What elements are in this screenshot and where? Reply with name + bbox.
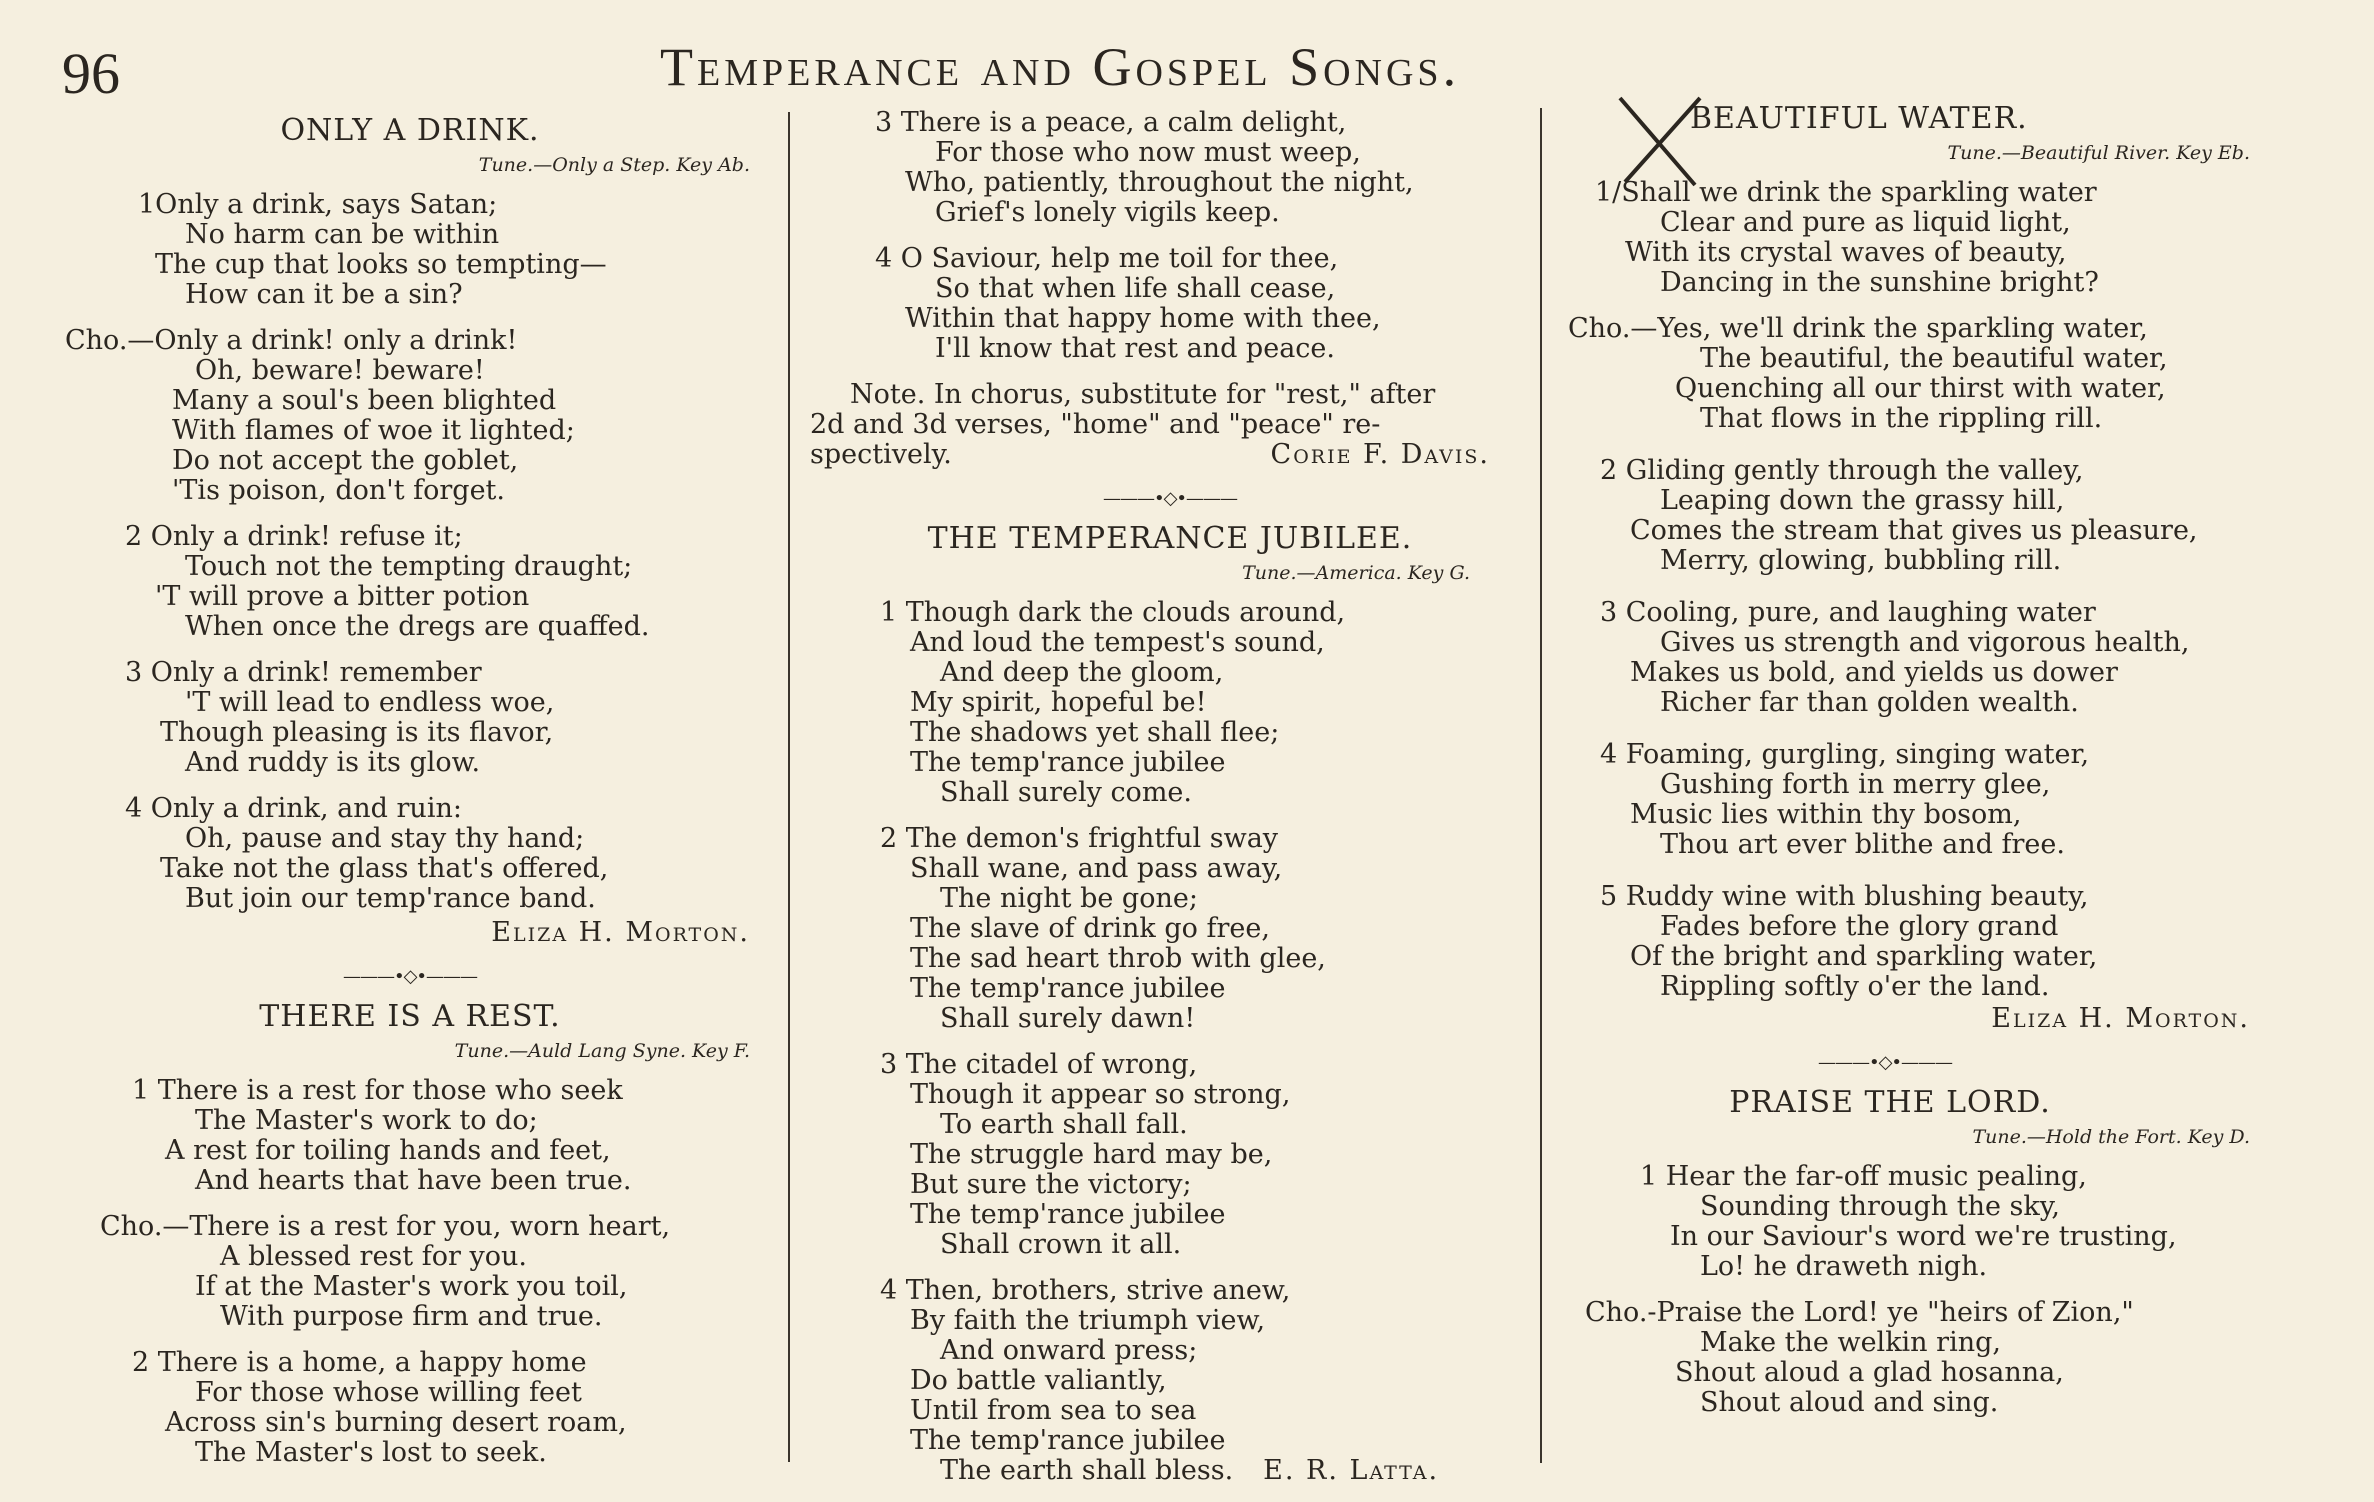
verse-line: A rest for toiling hands and feet,: [165, 1135, 611, 1166]
note-text: spectively.: [810, 439, 952, 470]
verse-line: Gushing forth in merry glee,: [1660, 769, 2051, 800]
verse-line: 1 Hear the far-off music pealing,: [1640, 1161, 2087, 1192]
verse-line: Shout aloud a glad hosanna,: [1675, 1357, 2064, 1388]
verse: [810, 1276, 1530, 1486]
verse-line: Merry, glowing, bubbling rill.: [1660, 545, 2062, 576]
verse-line: 2 Gliding gently through the valley,: [1600, 455, 2084, 486]
verse-line: Shout aloud and sing.: [1700, 1387, 1999, 1418]
verse-line: 4 Then, brothers, strive anew,: [880, 1275, 1291, 1306]
verse-line: Grief's lonely vigils keep.: [935, 197, 1280, 228]
verse: [60, 794, 760, 914]
chorus: [1560, 1298, 2260, 1418]
verse-line: By faith the triumph view,: [910, 1305, 1266, 1336]
column-rule-right: [1540, 108, 1542, 1463]
verse-line: 3 Cooling, pure, and laughing water: [1600, 597, 2096, 628]
verse: [60, 190, 760, 310]
verse-line: Makes us bold, and yields us dower: [1630, 657, 2118, 688]
verse-line: Music lies within thy bosom,: [1630, 799, 2022, 830]
verse-line: Oh, beware! beware!: [195, 355, 485, 386]
verse: [810, 824, 1530, 1034]
verse-line: The slave of drink go free,: [910, 913, 1270, 944]
song-title: THERE IS A REST.: [259, 999, 561, 1034]
verse-line: 4 Only a drink, and ruin:: [125, 793, 462, 824]
verse-line: 1 There is a rest for those who seek: [132, 1075, 623, 1106]
note-line: Note. In chorus, substitute for "rest," after: [850, 379, 1436, 410]
verse-line: 5 Ruddy wine with blushing beauty,: [1600, 881, 2089, 912]
verse-line: 'T will lead to endless woe,: [185, 687, 555, 718]
verse-line: Shall wane, and pass away,: [910, 853, 1283, 884]
verse: [60, 658, 760, 778]
verse: [810, 1050, 1530, 1260]
verse-line: Though it appear so strong,: [910, 1079, 1291, 1110]
verse-line: 1/Shall we drink the sparkling water: [1595, 177, 2097, 208]
verse-line: The sad heart throb with glee,: [910, 943, 1326, 974]
verse-line: Sounding through the sky,: [1700, 1191, 2061, 1222]
verse: [810, 108, 1530, 228]
verse-line: A blessed rest for you.: [220, 1241, 527, 1272]
verse-line: 4 Foaming, gurgling, singing water,: [1600, 739, 2090, 770]
verse-line: 4 O Saviour, help me toil for thee,: [875, 243, 1339, 274]
chorus: [60, 1212, 760, 1332]
verse-line: With its crystal waves of beauty,: [1625, 237, 2067, 268]
verse-line: Cho.-Praise the Lord! ye "heirs of Zion,": [1585, 1297, 2134, 1328]
verse-line: But join our temp'rance band.: [185, 883, 596, 914]
verse-line: Of the bright and sparkling water,: [1630, 941, 2098, 972]
verse-line: Though pleasing is its flavor,: [160, 717, 554, 748]
author: Corie F. Davis.: [1270, 439, 1490, 470]
verse: [60, 1348, 760, 1468]
verse-line: Cho.—Yes, we'll drink the sparkling water,: [1568, 313, 2148, 344]
tune-line: Tune.—Auld Lang Syne. Key F.: [454, 1040, 750, 1062]
verse-line: 'T will prove a bitter potion: [155, 581, 530, 612]
verse-line: For those who now must weep,: [935, 137, 1361, 168]
verse-line: The temp'rance jubilee: [910, 747, 1226, 778]
verse-line: And ruddy is its glow.: [185, 747, 481, 778]
verse-line: And deep the gloom,: [940, 657, 1224, 688]
verse-text: The earth shall bless.: [940, 1455, 1234, 1486]
section-divider: ———•◇•———: [1817, 1052, 1953, 1073]
verse-line: With flames of woe it lighted;: [172, 415, 575, 446]
tune-line: Tune.—Hold the Fort. Key D.: [1972, 1126, 2250, 1148]
verse-line: Shall surely dawn!: [940, 1003, 1196, 1034]
verse-line: Lo! he draweth nigh.: [1700, 1251, 1988, 1282]
verse: [60, 522, 760, 642]
tune-line: Tune.—America. Key G.: [1242, 562, 1470, 584]
chorus: [1560, 314, 2260, 434]
verse-line: To earth shall fall.: [940, 1109, 1188, 1140]
verse-line: Cho.—There is a rest for you, worn heart,: [100, 1211, 671, 1242]
verse-line: The Master's lost to seek.: [195, 1437, 547, 1468]
verse-line: 3 There is a peace, a calm delight,: [875, 107, 1347, 138]
verse-line: Shall crown it all.: [940, 1229, 1182, 1260]
song-title: ONLY A DRINK.: [280, 113, 540, 148]
verse-line: Do battle valiantly,: [910, 1365, 1167, 1396]
verse-line: And onward press;: [940, 1335, 1198, 1366]
verse-line: Take not the glass that's offered,: [160, 853, 609, 884]
column-rule-left: [788, 112, 790, 1462]
verse-line: Gives us strength and vigorous health,: [1660, 627, 2190, 658]
verse-line: No harm can be within: [185, 219, 500, 250]
song-title: PRAISE THE LORD.: [1729, 1085, 2051, 1120]
verse-line: The Master's work to do;: [195, 1105, 538, 1136]
verse-line: [810, 1456, 1530, 1486]
verse-line: How can it be a sin?: [185, 279, 463, 310]
verse-line: The temp'rance jubilee: [910, 1425, 1226, 1456]
verse-line: In our Saviour's word we're trusting,: [1670, 1221, 2177, 1252]
verse: [1560, 456, 2260, 576]
verse-line: Comes the stream that gives us pleasure,: [1630, 515, 2198, 546]
verse: [810, 598, 1530, 808]
column-2: [810, 108, 1530, 1502]
verse-line: Leaping down the grassy hill,: [1660, 485, 2065, 516]
verse-line: I'll know that rest and peace.: [935, 333, 1335, 364]
verse: [1560, 1162, 2260, 1282]
verse-line: Do not accept the goblet,: [172, 445, 519, 476]
author: Eliza H. Morton.: [491, 917, 750, 948]
verse-line: The temp'rance jubilee: [910, 1199, 1226, 1230]
note-line: [810, 440, 1530, 470]
verse-line: 3 The citadel of wrong,: [880, 1049, 1198, 1080]
verse-line: Thou art ever blithe and free.: [1660, 829, 2065, 860]
verse-line: And hearts that have been true.: [195, 1165, 632, 1196]
verse-line: The beautiful, the beautiful water,: [1700, 343, 2168, 374]
column-1: [60, 110, 760, 1484]
column-3: [1560, 98, 2260, 1434]
verse-line: The temp'rance jubilee: [910, 973, 1226, 1004]
verse-line: Many a soul's been blighted: [172, 385, 557, 416]
running-title: Temperance and Gospel Songs.: [660, 37, 1461, 97]
verse-line: 1Only a drink, says Satan;: [138, 189, 498, 220]
verse-line: The cup that looks so tempting—: [155, 249, 607, 280]
verse: [1560, 598, 2260, 718]
author: E. R. Latta.: [1263, 1455, 1440, 1486]
verse: [1560, 178, 2260, 298]
verse-line: Oh, pause and stay thy hand;: [185, 823, 585, 854]
author: Eliza H. Morton.: [1991, 1003, 2250, 1034]
verse-line: And loud the tempest's sound,: [910, 627, 1325, 658]
verse: [1560, 882, 2260, 1002]
verse-line: When once the dregs are quaffed.: [185, 611, 650, 642]
tune-line: Tune.—Only a Step. Key Ab.: [478, 154, 750, 176]
chorus: [60, 326, 760, 506]
verse-line: For those whose willing feet: [195, 1377, 582, 1408]
note: [810, 380, 1530, 470]
verse-line: Dancing in the sunshine bright?: [1660, 267, 2099, 298]
verse-line: Until from sea to sea: [910, 1395, 1197, 1426]
verse-line: That flows in the rippling rill.: [1700, 403, 2103, 434]
verse-line: Who, patiently, throughout the night,: [905, 167, 1414, 198]
section-divider: ———•◇•———: [342, 966, 478, 987]
tune-line: Tune.—Beautiful River. Key Eb.: [1947, 142, 2250, 164]
verse-line: But sure the victory;: [910, 1169, 1192, 1200]
verse-line: The struggle hard may be,: [910, 1139, 1273, 1170]
page-number: 96: [62, 41, 120, 106]
verse-line: 2 Only a drink! refuse it;: [125, 521, 463, 552]
verse-line: My spirit, hopeful be!: [910, 687, 1207, 718]
verse-line: Touch not the tempting draught;: [185, 551, 633, 582]
verse-line: 2 The demon's frightful sway: [880, 823, 1279, 854]
verse-line: If at the Master's work you toil,: [195, 1271, 628, 1302]
verse-line: The shadows yet shall flee;: [910, 717, 1280, 748]
note-line: 2d and 3d verses, "home" and "peace" re-: [810, 409, 1381, 440]
verse-line: So that when life shall cease,: [935, 273, 1336, 304]
verse-line: Rippling softly o'er the land.: [1660, 971, 2050, 1002]
verse: [60, 1076, 760, 1196]
verse-line: The night be gone;: [940, 883, 1198, 914]
verse-line: Clear and pure as liquid light,: [1660, 207, 2071, 238]
verse: [810, 244, 1530, 364]
verse-line: 2 There is a home, a happy home: [132, 1347, 587, 1378]
verse-line: Make the welkin ring,: [1700, 1327, 2001, 1358]
verse-line: Richer far than golden wealth.: [1660, 687, 2079, 718]
verse-line: With purpose firm and true.: [220, 1301, 603, 1332]
verse-line: Fades before the glory grand: [1660, 911, 2059, 942]
song-title: BEAUTIFUL WATER.: [1690, 101, 2028, 136]
verse-line: Cho.—Only a drink! only a drink!: [65, 325, 518, 356]
verse-line: Quenching all our thirst with water,: [1675, 373, 2166, 404]
verse: [1560, 740, 2260, 860]
song-title: THE TEMPERANCE JUBILEE.: [927, 521, 1413, 556]
verse-line: 1 Though dark the clouds around,: [880, 597, 1346, 628]
verse-line: Across sin's burning desert roam,: [165, 1407, 627, 1438]
verse-line: 3 Only a drink! remember: [125, 657, 482, 688]
verse-line: Shall surely come.: [940, 777, 1192, 808]
section-divider: ———•◇•———: [1102, 488, 1238, 509]
verse-line: 'Tis poison, don't forget.: [172, 475, 505, 506]
verse-line: Within that happy home with thee,: [905, 303, 1381, 334]
